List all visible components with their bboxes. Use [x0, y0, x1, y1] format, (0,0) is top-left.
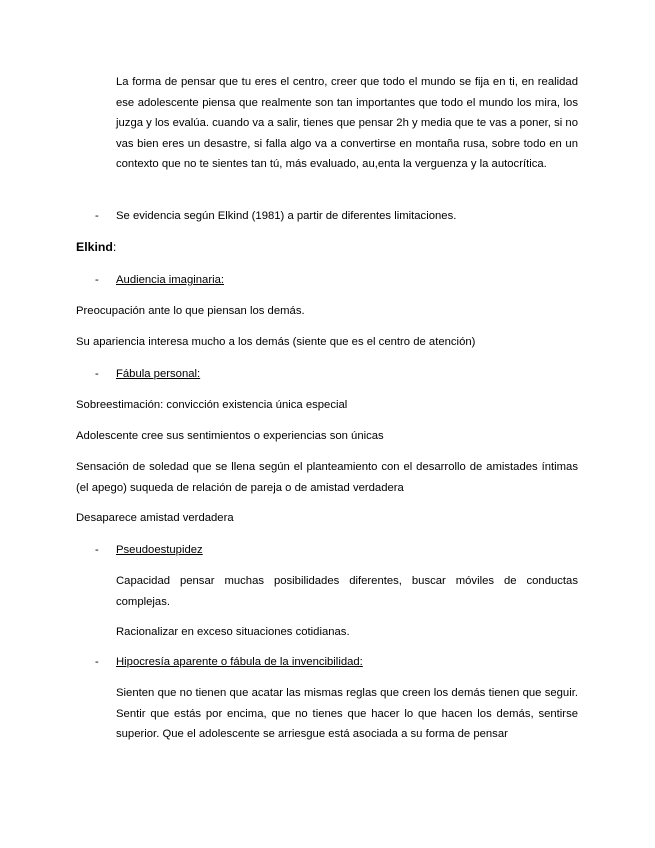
- paragraph-hipocresia-1: Sienten que no tienen que acatar las mismas reglas que creen los demás tienen que seguir. Sentir que estás por encima, que no tienes que hacer lo que hacen los demás, sentirse superior. Que el adolescente se arriesgue está asociada a su forma de pensar: [116, 687, 578, 740]
- bullet-fabula-personal: [95, 364, 200, 384]
- paragraph-egocentrism: La forma de pensar que tu eres el centro, creer que todo el mundo se fija en ti, en realidad ese adolescente piensa que realmente son tan importantes que todo el mundo los mira, los juzga y los evalúa. cuando va a salir, tienes que pensar 2h y media que te vas a poner, si no vas bien eres un desastre, si falla algo va a convertirse en montaña rusa, sobre todo en un contexto que no te sientes tan tú, más evaluado, au,enta la verguenza y la autocrítica.: [116, 76, 578, 170]
- bullet-marker: -: [95, 274, 99, 286]
- bullet-marker: -: [95, 544, 99, 556]
- paragraph-fabula-1: Sobreestimación: convicción existencia única especial: [76, 399, 348, 411]
- paragraph-fabula-2: Adolescente cree sus sentimientos o experiencias son únicas: [76, 430, 384, 442]
- subheading-hipocresia: Hipocresía aparente o fábula de la invencibilidad:: [116, 656, 363, 668]
- paragraph-fabula-3: Sensación de soledad que se llena según el planteamiento con el desarrollo de amistades íntimas (el apego) suqueda de relación de pareja o de amistad verdadera: [76, 461, 578, 494]
- subheading-pseudo: Pseudoestupidez: [116, 544, 203, 556]
- bullet-marker: -: [95, 210, 99, 222]
- heading-text: Elkind: [76, 240, 113, 254]
- section-heading-elkind: [76, 237, 116, 257]
- paragraph-fabula-4: Desaparece amistad verdadera: [76, 512, 234, 524]
- bullet-audiencia-imaginaria: [95, 270, 224, 290]
- bullet-pseudoestupidez: [95, 540, 203, 560]
- heading-colon: :: [112, 240, 117, 254]
- paragraph-audiencia-1: Preocupación ante lo que piensan los demás.: [76, 305, 305, 317]
- subheading-fabula: Fábula personal:: [116, 368, 201, 380]
- paragraph-pseudo-2: Racionalizar en exceso situaciones cotidianas.: [116, 626, 350, 638]
- bullet-marker: -: [95, 656, 99, 668]
- bullet-elkind-limitations: [95, 206, 456, 226]
- bullet-hipocresia: [95, 652, 363, 672]
- paragraph-audiencia-2: Su apariencia interesa mucho a los demás (siente que es el centro de atención): [76, 336, 476, 348]
- paragraph-pseudo-1: Capacidad pensar muchas posibilidades diferentes, buscar móviles de conductas complejas.: [116, 575, 578, 608]
- bullet-marker: -: [95, 368, 99, 380]
- subheading-audiencia: Audiencia imaginaria:: [116, 274, 225, 286]
- bullet-text: Se evidencia según Elkind (1981) a partir de diferentes limitaciones.: [116, 210, 457, 222]
